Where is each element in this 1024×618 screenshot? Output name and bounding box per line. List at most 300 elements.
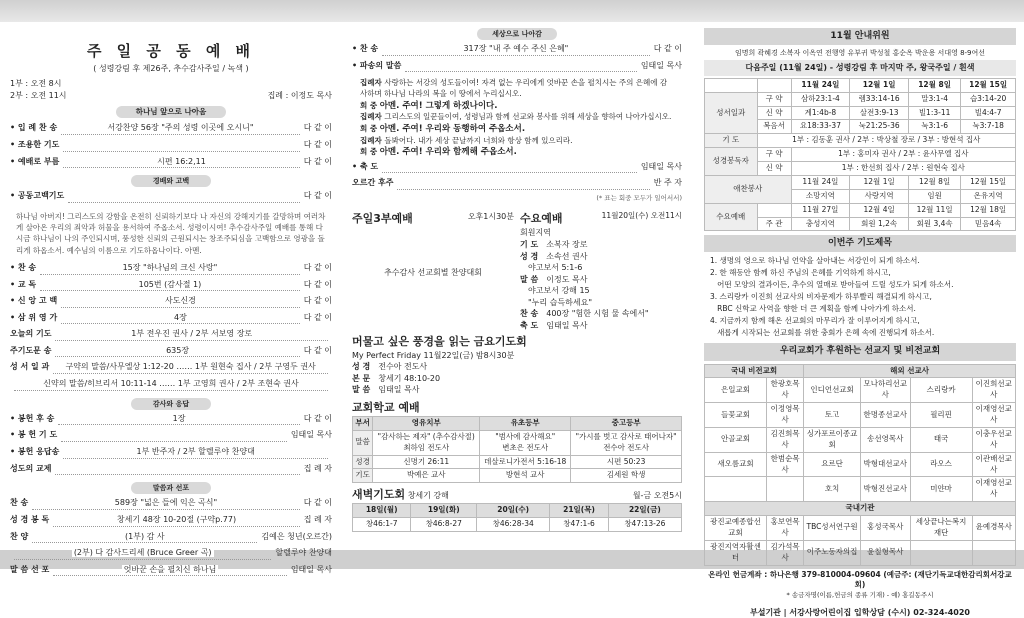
order-detail-text: 신약의 말씀/히브리서 10:11-14 …… 1부 고영희 권사 / 2부 조현숙 권사 <box>43 379 299 389</box>
section-heading: 경배와 고백 <box>131 175 211 187</box>
order-label: • 삼 위 영 가 <box>10 312 58 322</box>
order-detail-text: 1장 <box>172 413 186 423</box>
table-cell: 싱가포르이종교회 <box>804 427 861 452</box>
order-leader: 임태일 목사 <box>640 161 682 171</box>
ushers-title: 11월 안내위원 <box>704 28 1016 45</box>
order-label: 말 씀 선 포 <box>10 564 50 574</box>
section-heading: 감사와 응답 <box>131 398 211 410</box>
table-cell: 11월 24일 <box>791 175 850 189</box>
table-cell: 창46:1-7 <box>353 518 411 532</box>
order-detail <box>405 60 636 73</box>
order-leader: 임태일 목사 <box>290 430 332 440</box>
order-leader: 다 같 이 <box>653 44 682 54</box>
table-cell: 김진희목사 <box>767 427 804 452</box>
order-detail <box>53 361 328 374</box>
order-detail <box>382 43 650 56</box>
litany-speaker: 집례자 <box>360 135 385 145</box>
order-leader: 다 같 이 <box>303 123 332 133</box>
info-key: 말 씀 <box>520 274 539 284</box>
order-detail <box>55 345 299 358</box>
prayer-item: 어떤 모양의 결과이든, 추수의 열매로 받아들여 드릴 성도가 되게 하소서. <box>710 280 954 290</box>
order-list <box>10 413 332 479</box>
table-cell: 한범순목사 <box>767 452 804 477</box>
order-leader: 다 같 이 <box>303 140 332 149</box>
order-detail-text: (2부) 다 감사드리세 (Bruce Greer 곡) <box>73 548 212 558</box>
order-detail-text: 105번 (감사절 1) <box>138 279 202 289</box>
table-cell: 스리랑카 <box>910 378 972 403</box>
order-row <box>10 328 332 345</box>
order-detail <box>382 161 637 174</box>
order-detail-text <box>507 162 511 171</box>
table-cell: 호치 <box>804 477 861 502</box>
table-row <box>353 430 682 455</box>
order-detail-text <box>172 430 176 439</box>
bank-note: * 송금자명(이름,헌금의 종류 기재) - 예) 홍길동주시 <box>786 591 934 600</box>
info-value: 전수아 전도사 <box>378 362 428 372</box>
table-cell: 들꽃교회 <box>705 403 767 428</box>
mission-table <box>704 364 1016 566</box>
order-list <box>352 161 682 194</box>
order-list <box>352 43 682 76</box>
info-key: 기 도 <box>520 239 539 249</box>
table-cell: "범사에 감사해요" 변초은 전도사 <box>480 430 571 455</box>
order-row <box>10 295 332 312</box>
table-header: 20일(수) <box>477 504 550 518</box>
table-cell: 1부 : 김동훈 권사 / 2부 : 박상철 장로 / 3부 : 방현석 집사 <box>757 134 1016 148</box>
order-row <box>10 413 332 430</box>
order-row <box>10 564 332 581</box>
table-header: 12월 1일 <box>850 78 909 92</box>
table-cell: 새오름교회 <box>705 452 767 477</box>
info-row <box>352 373 682 385</box>
order-label: 성도의 교제 <box>10 463 52 473</box>
table-cell: 믿음4속 <box>961 217 1016 231</box>
table-cell: 윤예경목사 <box>972 516 1015 541</box>
order-row <box>10 497 332 514</box>
order-leader: 반 주 자 <box>653 178 682 188</box>
order-leader: 다 같 이 <box>303 156 332 166</box>
friday-list <box>352 361 682 396</box>
table-header: 국내기관 <box>705 502 1016 516</box>
table-cell: "감사하는 제자" (추수감사절) 최하임 전도사 <box>373 430 480 455</box>
friday-sub: My Perfect Friday 11월22일(금) 밤8시30분 <box>352 350 515 360</box>
order-label: 주기도문 송 <box>10 345 52 355</box>
info-value: 야고보서 강해 15 <box>528 286 590 296</box>
officiant: 집례 : 이정도 목사 <box>267 90 332 100</box>
table-cell: 태국 <box>910 427 972 452</box>
table-cell: 안골교회 <box>705 427 767 452</box>
table-cell: 살전3:9-13 <box>850 106 909 120</box>
order-label: • 신 앙 고 백 <box>10 296 58 306</box>
table-cell: 은일교회 <box>705 378 767 403</box>
order-detail-text: (1부) 감 사 <box>125 531 165 541</box>
order-label: 찬 송 <box>10 498 29 508</box>
next-sunday-title: 다음주일 (11월 24일) - 성령강림 후 마지막 주, 왕국주일 / 흰색 <box>704 60 1016 76</box>
table-cell: 12월 1일 <box>850 175 909 189</box>
order-list <box>10 262 332 395</box>
litany-line <box>360 100 674 112</box>
order-row <box>10 262 332 279</box>
table-header: 부서 <box>353 416 373 430</box>
table-cell: 인디언선교회 <box>804 378 861 403</box>
info-value: 이정도 목사 <box>546 274 588 284</box>
wednesday-title: 수요예배 <box>520 212 563 226</box>
order-detail-text: 서강찬양 56장 "주의 성령 이곳에 오시니" <box>107 123 254 133</box>
table-cell: 이재영선교사 <box>972 477 1015 502</box>
order-detail-text: 317장 "내 주 예수 주신 은혜" <box>463 44 569 54</box>
order-detail-text <box>176 464 180 473</box>
order-row <box>10 345 332 362</box>
order-row <box>352 161 682 178</box>
order-row <box>10 378 332 395</box>
table-cell: 12월 11일 <box>908 203 960 217</box>
table-cell: 이관배선교사 <box>972 452 1015 477</box>
order-detail-text: 구약의 말씀/사무엘상 1:12-20 …… 1부 원현숙 집사 / 2부 구영두 권사 <box>65 362 316 372</box>
dawn-time: 월-금 오전5시 <box>632 491 682 501</box>
table-cell: 한명종선교사 <box>861 403 911 428</box>
order-row <box>10 139 332 156</box>
table-cell: 빌4:4-7 <box>961 106 1016 120</box>
order-detail <box>55 463 299 476</box>
table-cell: 소망지역 <box>791 189 850 203</box>
note: (* 표는 회중 모두가 일어서서) <box>596 193 682 202</box>
dawn-location: 창세기 강해 <box>407 491 449 501</box>
order-row <box>10 361 332 378</box>
table-cell: 신명기 26:11 <box>373 455 480 469</box>
order-detail-text <box>182 191 186 200</box>
table-cell: 1부 : 한선희 집사 / 2부 : 원현숙 집사 <box>791 162 1015 176</box>
litany-text: 아멘. 주여! 우리와 동행하여 주옵소서. <box>379 124 526 135</box>
table-row <box>705 378 1016 403</box>
order-leader: 할렐루야 찬양대 <box>275 548 332 558</box>
litany-text: 아멘. 주여! 그렇게 하겠나이다. <box>379 101 498 112</box>
middle-column <box>352 25 682 545</box>
table-cell: 세상끝나는복지재단 <box>910 516 972 541</box>
litany-line <box>360 136 674 147</box>
info-key: 성 경 <box>352 362 371 372</box>
table-row <box>705 477 1016 502</box>
order-detail <box>58 413 299 426</box>
order-detail <box>61 122 300 135</box>
top-band <box>0 0 1024 22</box>
table-cell: 기도 <box>353 469 373 483</box>
order-row <box>10 547 332 564</box>
table-row <box>705 203 1016 217</box>
litany-text: 사랑하는 서강의 성도들이여! 자격 없는 우리에게 엇바꾼 손을 펼치시는 주의 은혜에 감사하며 하나님 나라의 복을 이 땅에서 누리십시오. <box>360 78 668 99</box>
bank-account: 온라인 헌금계좌 : 하나은행 379-810004-09604 (예금주: (재단기독교대한감리회서강교회) <box>708 569 1012 590</box>
order-leader: 다 같 이 <box>303 262 332 272</box>
table-cell: 요르단 <box>804 452 861 477</box>
order-label: • 파송의 말씀 <box>352 60 402 70</box>
info-value: 임태일 목사 <box>378 385 420 395</box>
info-key: 말 씀 <box>352 385 371 395</box>
order-row <box>352 43 682 60</box>
school-title: 교회학교 예배 <box>352 400 420 414</box>
table-cell: 12월 8일 <box>908 175 960 189</box>
table-cell: 김세원 학생 <box>571 469 682 483</box>
table-header: 11월 24일 <box>791 78 850 92</box>
table-cell: 주 관 <box>757 217 791 231</box>
table-header: 12월 15일 <box>961 78 1016 92</box>
table-cell: 송선영목사 <box>861 427 911 452</box>
table-row <box>705 134 1016 148</box>
order-label: • 봉헌 후 송 <box>10 413 55 423</box>
order-label: • 축 도 <box>352 161 379 171</box>
order-row <box>10 429 332 446</box>
order-detail <box>61 429 287 442</box>
table-cell: 방현석 교사 <box>480 469 571 483</box>
order-detail-text: 589장 "넓은 들에 익은 곡식" <box>114 498 218 508</box>
order-leader: 집 례 자 <box>303 463 332 473</box>
order-list <box>10 497 332 580</box>
order-detail <box>63 156 299 169</box>
order-detail-text: 시편 16:2,11 <box>157 156 206 166</box>
order-detail <box>397 177 649 190</box>
order-detail <box>63 139 299 152</box>
order-row <box>352 60 682 77</box>
order-detail <box>61 295 300 308</box>
info-column <box>704 25 1016 617</box>
prayer-item: 1. 생명의 영으로 하나님 언약을 살아내는 서강인이 되게 하소서. <box>710 256 920 266</box>
order-detail-text: 15장 "하나님의 크신 사랑" <box>122 262 218 272</box>
group-label: 성서일과 <box>705 92 758 134</box>
table-cell: 구 약 <box>757 148 791 162</box>
table-header: 국내 비전교회 <box>705 364 804 378</box>
order-label: • 예배로 부름 <box>10 156 60 166</box>
table-cell: 김가석목사 <box>767 540 804 565</box>
info-key: 본 문 <box>352 373 371 383</box>
info-value: 400장 "험한 시험 물 속에서" <box>546 309 649 319</box>
table-cell: 광진교예종합선교회 <box>705 516 767 541</box>
table-cell: 필리핀 <box>910 403 972 428</box>
litany-text: 아멘. 주여! 우리와 함께해 주옵소서. <box>379 147 517 158</box>
table-cell: 미얀마 <box>910 477 972 502</box>
wednesday-list <box>520 239 682 332</box>
table-cell <box>910 540 972 565</box>
table-header: 유초등부 <box>480 416 571 430</box>
order-label: 찬 양 <box>10 531 29 541</box>
order-detail <box>63 446 328 459</box>
table-cell: 윤칠형목사 <box>861 540 911 565</box>
dawn-table <box>352 503 682 532</box>
info-key: 축 도 <box>520 321 539 331</box>
table-row <box>705 427 1016 452</box>
table-cell: 구 약 <box>757 92 791 106</box>
info-row <box>520 285 682 297</box>
table-cell: 이정영목사 <box>767 403 804 428</box>
table-header: 12월 8일 <box>908 78 960 92</box>
order-leader: 임태일 목사 <box>290 564 332 574</box>
table-cell <box>757 203 791 217</box>
order-detail <box>53 564 287 577</box>
order-row <box>10 312 332 329</box>
info-key: 찬 송 <box>520 309 539 319</box>
order-label: • 공동고백기도 <box>10 191 65 201</box>
order-detail <box>40 279 300 292</box>
table-row <box>705 92 1016 106</box>
order-detail-text: 1부 전우진 권사 / 2부 서보영 장로 <box>131 329 253 339</box>
table-cell: 홍보연목사 <box>767 516 804 541</box>
order-row <box>10 122 332 139</box>
info-row <box>520 320 682 332</box>
order-label: • 찬 송 <box>352 44 379 54</box>
order-detail-text <box>180 140 184 149</box>
table-cell: 회원 1,2속 <box>850 217 909 231</box>
table-cell: 눅3:1-6 <box>908 120 960 134</box>
order-leader: 다 같 이 <box>303 345 332 355</box>
table-cell: 시편 50:23 <box>571 455 682 469</box>
school-table <box>352 416 682 483</box>
order-detail <box>14 378 328 391</box>
table-cell: 모나하리선교사 <box>861 378 911 403</box>
worship-order-column <box>10 25 332 574</box>
lectionary-table <box>704 78 1016 232</box>
info-row <box>520 262 682 274</box>
order-leader: 다 같 이 <box>303 312 332 322</box>
service-time: 2부 : 오전 11시 <box>10 90 67 100</box>
info-value: 소복자 장로 <box>546 239 588 249</box>
table-cell: 12월 4일 <box>850 203 909 217</box>
order-label: • 봉헌 응답송 <box>10 447 60 456</box>
order-detail <box>68 190 299 203</box>
table-row <box>353 455 682 469</box>
order-detail <box>32 531 257 544</box>
order-leader: 임태일 목사 <box>640 60 682 70</box>
order-row <box>10 514 332 531</box>
order-detail-text: 635장 <box>166 345 190 355</box>
table-header: 22일(금) <box>608 504 681 518</box>
order-label: • 봉 헌 기 도 <box>10 430 58 440</box>
table-cell: 성경 <box>353 455 373 469</box>
section-heading: 하나님 앞으로 나아옴 <box>116 106 226 119</box>
order-list <box>10 122 332 172</box>
order-row <box>10 190 332 207</box>
table-header: 19일(화) <box>411 504 477 518</box>
table-cell: 말3:1-4 <box>908 92 960 106</box>
page-subtitle: ( 성령강림 후 제26주, 추수감사주일 / 녹색 ) <box>93 63 249 73</box>
litany-speaker: 회 중 <box>360 124 380 134</box>
info-row <box>520 308 682 320</box>
section-heading: 세상으로 나아감 <box>477 28 557 40</box>
table-cell: 신 약 <box>757 162 791 176</box>
litany-speaker: 집례자 <box>360 78 385 88</box>
table-cell: 온유지역 <box>961 189 1016 203</box>
info-value: 임태일 목사 <box>546 321 588 331</box>
table-cell: 렘33:14-16 <box>850 92 909 106</box>
mission-title: 우리교회가 후원하는 선교지 및 비전교회 <box>704 343 1016 360</box>
table-header-row <box>705 364 1016 378</box>
friday-title: 머물고 싶은 풍경을 읽는 금요기도회 <box>352 334 527 348</box>
table-cell: 충성지역 <box>791 217 850 231</box>
order-row <box>352 177 682 194</box>
table-cell: 박형진선교사 <box>861 477 911 502</box>
footer-info: 부설기관 | 서강사랑어린이집 입학상담 (수시) 02-324-4020 <box>749 607 970 617</box>
litany-speaker: 회 중 <box>360 101 380 111</box>
table-cell: 12월 15일 <box>961 175 1016 189</box>
litany <box>360 78 674 158</box>
table-cell: 데살로니가전서 5:16-18 <box>480 455 571 469</box>
table-cell: 복음서 <box>757 120 791 134</box>
order-label: 성 경 봉 독 <box>10 514 50 524</box>
table-cell: 창46:8-27 <box>411 518 477 532</box>
info-row <box>520 297 682 309</box>
order-row <box>10 531 332 548</box>
table-cell: 삼하23:1-4 <box>791 92 850 106</box>
order-detail-text <box>519 61 523 70</box>
order-label: 오르간 후주 <box>352 178 394 188</box>
info-row <box>352 384 682 396</box>
group-label: 성경봉독자 <box>705 148 758 176</box>
order-detail-text: 사도신경 <box>164 296 196 306</box>
table-cell <box>705 477 767 502</box>
table-row <box>705 452 1016 477</box>
table-header: 18일(월) <box>353 504 411 518</box>
table-cell: 1부 : 홍미자 권사 / 2부 : 윤사무엘 집사 <box>791 148 1015 162</box>
prayer-title: 이번주 기도제목 <box>704 235 1016 252</box>
table-cell: "가시를 벗고 감사로 태어나자" 전수아 전도사 <box>571 430 682 455</box>
order-list <box>10 190 332 207</box>
order-label: • 찬 송 <box>10 262 37 272</box>
table-row <box>353 469 682 483</box>
order-leader: 다 같 이 <box>303 498 332 508</box>
litany-line <box>360 78 674 100</box>
table-cell: 박예은 교사 <box>373 469 480 483</box>
prayer-item: 3. 스리랑카 이진희 선교사의 비자문제가 하루빨리 해결되게 하시고, <box>710 292 932 302</box>
table-cell: 이주노동자의집 <box>804 540 861 565</box>
table-cell: 박형대선교사 <box>861 452 911 477</box>
section-heading: 말씀과 선포 <box>131 482 211 494</box>
order-detail-text: 창세기 48장 10-20절 (구약p.77) <box>116 514 237 524</box>
order-row <box>10 463 332 480</box>
prayer-list <box>704 255 1016 339</box>
table-cell: 습3:14-20 <box>961 92 1016 106</box>
order-detail <box>53 514 299 527</box>
wednesday-sub: 회원지역 <box>520 228 551 238</box>
table-cell: TBC성서연구원 <box>804 516 861 541</box>
litany-line <box>360 123 674 135</box>
table-cell: 빌1:3-11 <box>908 106 960 120</box>
wednesday-time: 11월20일(수) 오전11시 <box>601 211 682 221</box>
order-label: • 입 례 찬 송 <box>10 123 58 133</box>
info-row <box>520 239 682 251</box>
group-label: 기 도 <box>705 134 758 148</box>
order-leader: 김예은 청년(오르간) <box>261 531 332 541</box>
table-cell: 요18:33-37 <box>791 120 850 134</box>
table-cell: 임원 <box>908 189 960 203</box>
ushers-list: 임명희 곽혜경 소복자 이옥연 전행영 유부귀 박성철 홍순옥 박운용 서대영 8-9여선 <box>734 49 986 58</box>
table-header-row <box>353 416 682 430</box>
litany-speaker: 회 중 <box>360 147 380 157</box>
group-label: 수요예배 <box>705 203 758 231</box>
order-detail <box>40 262 300 275</box>
table-header: 해외 선교사 <box>804 364 1016 378</box>
order-leader: 다 같 이 <box>303 296 332 306</box>
info-row <box>352 361 682 373</box>
order-label: 오늘의 기도 <box>10 329 52 339</box>
info-value: 소속선 권사 <box>546 251 588 261</box>
order-leader: 다 같 이 <box>303 191 332 201</box>
table-header-row <box>705 78 1016 92</box>
table-header: 중고등부 <box>571 416 682 430</box>
order-leader: 다 같 이 <box>303 413 332 423</box>
table-cell: 이충우선교사 <box>972 427 1015 452</box>
litany-line <box>360 146 674 158</box>
table-row <box>705 148 1016 162</box>
table-cell: 눅21:25-36 <box>850 120 909 134</box>
table-header-row <box>353 504 682 518</box>
litany-text: 그리스도의 일꾼들이여, 성령님과 함께 선교와 봉사를 위해 세상을 향하여 나아가십시오. <box>384 112 672 122</box>
info-value: 창세기 48:10-20 <box>378 373 441 383</box>
